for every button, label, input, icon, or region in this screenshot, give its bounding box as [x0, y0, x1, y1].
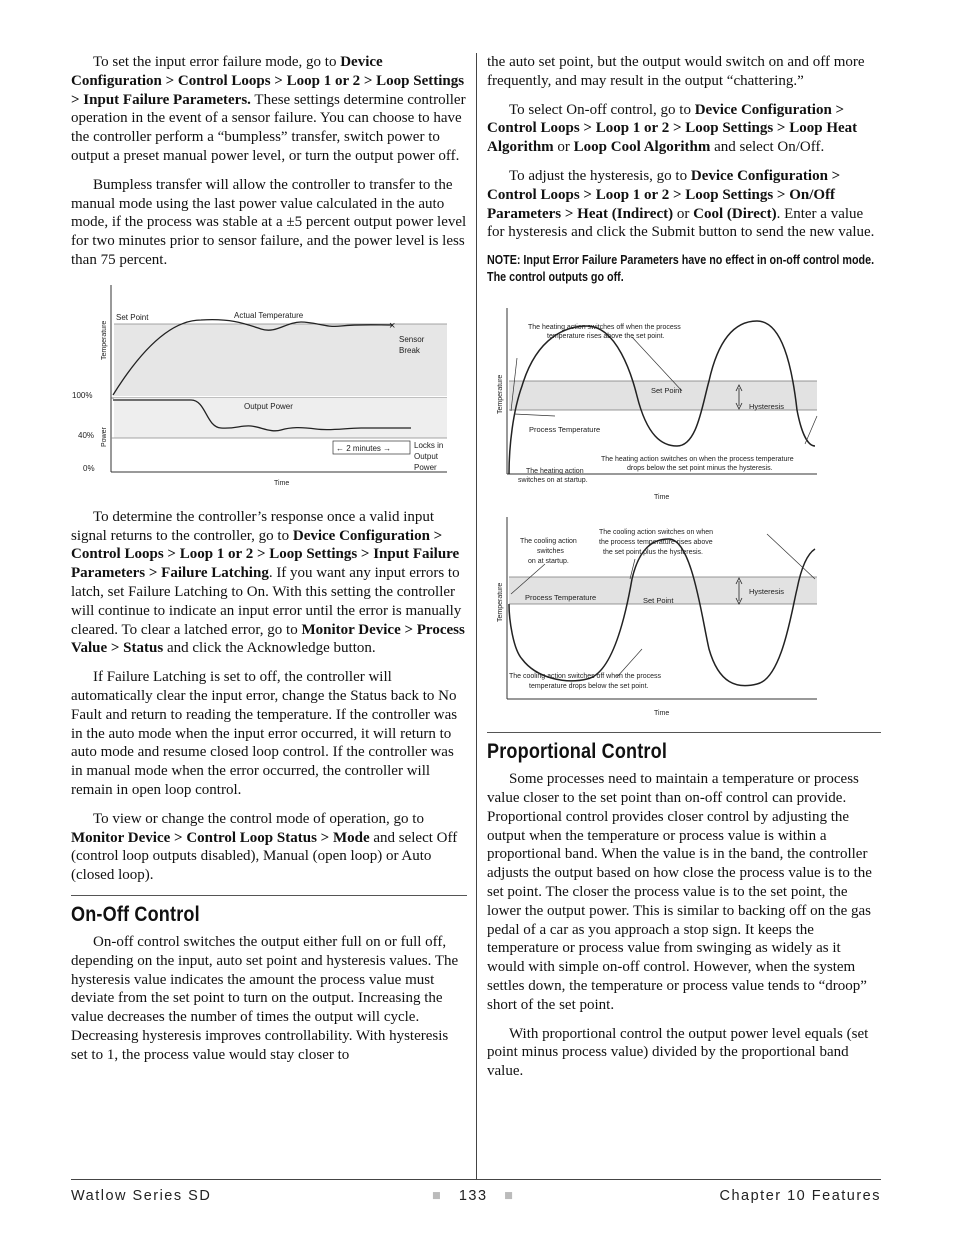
heat-hysteresis-label: Hysteresis: [749, 402, 785, 412]
right-column: [487, 53, 881, 1091]
cool-temperature-axis: Temperature: [497, 582, 504, 623]
cool-start-text-1: The cooling action: [520, 538, 577, 546]
footer-product: Watlow Series SD: [71, 1188, 212, 1204]
cool-process-temp-label: Process Temperature: [525, 593, 597, 603]
footer-chapter: Chapter 10 Features: [719, 1188, 881, 1204]
heat-on-text-1: The heating action switches on when the process temperature: [601, 456, 794, 464]
footer-page-number: ■ 133 ■: [432, 1188, 515, 1204]
heat-temperature-axis: Temperature: [497, 374, 504, 415]
heat-time-axis: Time: [654, 494, 670, 502]
cool-start-text-2: switches: [537, 548, 564, 556]
power-40-label: 40%: [78, 430, 95, 440]
sensor-break-figure: [71, 280, 467, 502]
power-0-label: 0%: [83, 463, 95, 473]
heat-off-text-1: The heating action switches off when the process: [528, 324, 681, 332]
heat-on-start-text-1: The heating action: [526, 468, 584, 476]
footer-rule: [71, 1179, 881, 1180]
left-column: [71, 53, 467, 1074]
power-axis-label: Power: [101, 426, 108, 447]
two-minutes-label: ← 2 minutes →: [336, 443, 392, 453]
locks-label-1: Locks in: [414, 440, 444, 450]
locks-label-2: Output: [414, 451, 439, 461]
sensor-break-label-2: Break: [399, 345, 420, 355]
power-100-label: 100%: [72, 390, 93, 400]
heat-off-text-2: temperature rises above the set point.: [547, 333, 665, 341]
heating-figure: [487, 296, 881, 501]
heading-proportional-control: Proportional Control: [487, 740, 668, 764]
paragraph-control-mode: To view or change the control mode of operation, go to Monitor Device > Control Loop Status > Mode and select Off (control loop outputs disabled), Manual (open loop) or Auto (closed loop).: [71, 810, 458, 884]
cool-off-text-2: temperature drops below the set point.: [529, 683, 649, 691]
cool-start-text-3: on at startup.: [528, 558, 569, 566]
cool-on-text-1: The cooling action switches on when: [599, 529, 714, 537]
paragraph-bumpless: Bumpless transfer will allow the controller to transfer to the manual mode using the last power value calculated in the auto mode, if the process was stable at a ±5 percent output power level for two minutes prior to sensor failure, and the power level is less than 75 percent.: [71, 176, 467, 268]
cool-hysteresis-label: Hysteresis: [749, 587, 785, 597]
column-divider: [476, 53, 477, 1180]
heat-on-start-text-2: switches on at startup.: [518, 477, 588, 485]
heat-set-point-label: Set Point: [651, 386, 682, 396]
section-rule: [71, 895, 467, 896]
cool-on-text-3: the set point plus the hysteresis.: [603, 549, 703, 557]
cool-on-text-2: the process temperature rises above: [599, 539, 713, 547]
heat-process-temp-label: Process Temperature: [529, 425, 601, 435]
cool-set-point-label: Set Point: [643, 596, 674, 606]
locks-label-3: Power: [414, 462, 437, 472]
paragraph-latching-off: If Failure Latching is set to off, the controller will automatically clear the input error, change the Status back to No Fault and return to reading the temperature. If the controller was in the auto mode when the input error occurred, it will return to auto mode and resume closed loop control. If the controller was in manual mode when the error occurred, the controller will remain in open loop control.: [71, 669, 458, 798]
note-text: NOTE: Input Error Failure Parameters have no effect in on-off control mode. The control outputs go off.: [487, 253, 875, 285]
cool-time-axis: Time: [654, 710, 670, 718]
paragraph-input-failure: To set the input error failure mode, go to Device Configuration > Control Loops > Loop 1 or 2 > Loop Settings > Input Failure Parameters. These settings determine controller operation in the event of a sensor failure. You can choose to have the controller perform a “bumpless” transfer, switch power to output a preset manual power level, or turn the output power off.: [71, 54, 466, 164]
time-axis-label: Time: [274, 479, 290, 487]
paragraph-failure-latching: To determine the controller’s response once a valid input signal returns to the controller, go to Device Configuration > Control Loops > Loop 1 or 2 > Loop Settings > Input Failure Parameters > Failure Latching. If you want any input errors to latch, set Failure Latching to On. With this setting the controller will continue to indicate an input error until the error is manually cleared. To clear a latched error, go to Monitor Device > Process Value > Status and click the Acknowledge button.: [71, 508, 465, 657]
paragraph-proportional-power: With proportional control the output power level equals (set point minus process value) divided by the proportional band value.: [487, 1025, 869, 1080]
cooling-figure: [487, 509, 881, 724]
set-point-label: Set Point: [116, 312, 149, 322]
sensor-break-label-1: Sensor: [399, 334, 425, 344]
paragraph-on-off: On-off control switches the output either full on or full off, depending on the input, auto set point and hysteresis values. The hysteresis value indicates the amount the process value must deviate from the set point to turn on the output. Increasing the value decreases the number of times the output will cycle. Decreasing hysteresis improves controllability. With hysteresis set to 1, the process value would stay closer to: [71, 933, 459, 1063]
heading-on-off-control: On-Off Control: [71, 902, 200, 926]
actual-temperature-label: Actual Temperature: [234, 310, 304, 320]
paragraph-proportional: Some processes need to maintain a temperature or process value closer to the set point than on-off control can provide. Proportional control provides closer control by adjusting the output when the temperature or process value is within a proportional band. When the value is in the band, the controller adjusts the output based on how close the process value is to the set point. The closer the process value is to the set point, the lower the output power. This is similar to backing off on the gas pedal of a car as you approach a stop sign. It keeps the temperature or process value from swinging as widely as it would with simple on-off control. However, when the system settles down, the temperature or process value tends to “droop” short of the set point.: [487, 771, 872, 1013]
temperature-axis-label: Temperature: [101, 320, 108, 360]
cool-off-text-1: The cooling action switches off when the process: [509, 673, 662, 681]
section-rule-right: [487, 732, 881, 733]
output-power-label: Output Power: [244, 401, 293, 411]
paragraph-select-onoff: To select On-off control, go to Device Configuration > Control Loops > Loop 1 or 2 > Loop Settings > Loop Heat Algorithm or Loop Cool Algorithm and select On/Off.: [487, 101, 858, 156]
paragraph-chattering: the auto set point, but the output would switch on and off more frequently, and may result in the output “chattering.”: [487, 54, 865, 89]
heat-on-text-2: drops below the set point minus the hysteresis.: [627, 465, 773, 473]
sensor-break-x: ×: [389, 319, 396, 332]
paragraph-hysteresis: To adjust the hysteresis, go to Device Configuration > Control Loops > Loop 1 or 2 > Loop Settings > On/Off Parameters > Heat (Indirect) or Cool (Direct). Enter a value for hysteresis and click the Submit button to send the new value.: [487, 167, 875, 241]
